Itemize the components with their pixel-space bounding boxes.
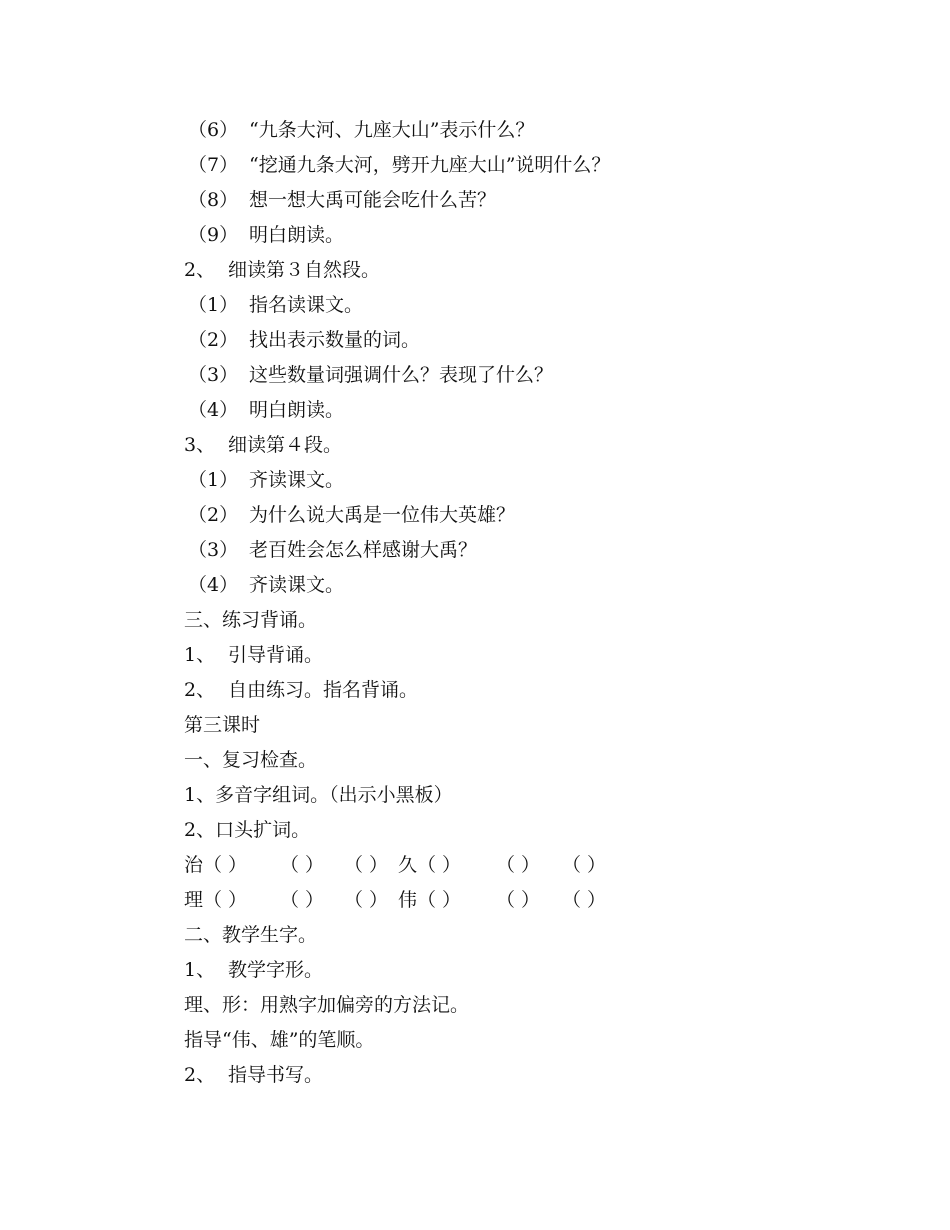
item-number: （3） [188,364,239,386]
numbered-sub-item [184,568,884,603]
text-line [184,988,884,1023]
word-expansion-row [184,883,884,918]
blank-cell: （ ） [496,889,541,911]
numbered-sub-item [184,218,884,253]
numbered-sub-item [184,323,884,358]
step-text: 引导背诵。 [228,644,324,666]
line-text: 理、形：用熟字加偏旁的方法记。 [184,994,470,1016]
step-text: 教学字形。 [228,959,324,981]
line-text: 指导“伟、雄”的笔顺。 [184,1029,375,1051]
numbered-sub-item [184,183,884,218]
numbered-sub-item [184,533,884,568]
item-number: （1） [188,294,239,316]
numbered-sub-item [184,148,884,183]
blank-cell: 伟（ ） [398,889,462,911]
numbered-step [184,673,884,708]
document-body [184,113,884,1093]
step-number: 2、 [184,259,216,281]
text-line [184,708,884,743]
numbered-sub-item [184,498,884,533]
word-expansion-row [184,848,884,883]
blank-cell: 理（ ） [184,889,248,911]
step-text: 自由练习。指名背诵。 [228,679,419,701]
blank-cell: （ ） [562,889,607,911]
item-text: 明白朗读。 [249,224,345,246]
line-text: 第三课时 [184,714,261,736]
numbered-sub-item [184,393,884,428]
item-text: 指名读课文。 [249,294,364,316]
step-number: 1、 [184,644,216,666]
line-text: 一、复习检查。 [184,749,318,771]
numbered-step [184,253,884,288]
blank-cell: （ ） [344,889,389,911]
numbered-step [184,638,884,673]
line-text: 二、教学生字。 [184,924,318,946]
numbered-sub-item [184,358,884,393]
numbered-sub-item [184,113,884,148]
item-number: （2） [188,504,239,526]
numbered-step [184,953,884,988]
item-text: “挖通九条大河，劈开九座大山”说明什么？ [249,154,611,176]
item-number: （6） [188,119,239,141]
blank-cell: 治（ ） [184,854,248,876]
blank-cell: （ ） [562,854,607,876]
item-number: （2） [188,329,239,351]
step-text: 细读第４段。 [228,434,343,456]
item-text: “九条大河、九座大山”表示什么？ [249,119,535,141]
item-number: （1） [188,469,239,491]
line-text: 2、口头扩词。 [184,819,311,841]
text-line [184,778,884,813]
text-line [184,1023,884,1058]
blank-cell: （ ） [280,854,325,876]
text-line [184,918,884,953]
item-number: （3） [188,539,239,561]
step-number: 2、 [184,679,216,701]
item-text: 老百姓会怎么样感谢大禹？ [249,539,478,561]
item-text: 明白朗读。 [249,399,345,421]
item-text: 齐读课文。 [249,574,345,596]
blank-cell: 久（ ） [398,854,462,876]
numbered-step [184,428,884,463]
item-number: （4） [188,399,239,421]
step-number: 2、 [184,1064,216,1086]
line-text: 1、多音字组词。（出示小黑板） [184,784,453,806]
step-number: 3、 [184,434,216,456]
item-number: （4） [188,574,239,596]
item-text: 这些数量词强调什么？表现了什么？ [249,364,554,386]
blank-cell: （ ） [280,889,325,911]
text-line [184,743,884,778]
item-text: 齐读课文。 [249,469,345,491]
item-number: （7） [188,154,239,176]
item-number: （9） [188,224,239,246]
step-text: 细读第３自然段。 [228,259,381,281]
item-text: 找出表示数量的词。 [249,329,421,351]
text-line [184,603,884,638]
line-text: 三、练习背诵。 [184,609,318,631]
step-text: 指导书写。 [228,1064,324,1086]
item-text: 想一想大禹可能会吃什么苦？ [249,189,497,211]
item-number: （8） [188,189,239,211]
text-line [184,813,884,848]
blank-cell: （ ） [344,854,389,876]
numbered-sub-item [184,463,884,498]
blank-cell: （ ） [496,854,541,876]
numbered-step [184,1058,884,1093]
numbered-sub-item [184,288,884,323]
item-text: 为什么说大禹是一位伟大英雄？ [249,504,516,526]
step-number: 1、 [184,959,216,981]
